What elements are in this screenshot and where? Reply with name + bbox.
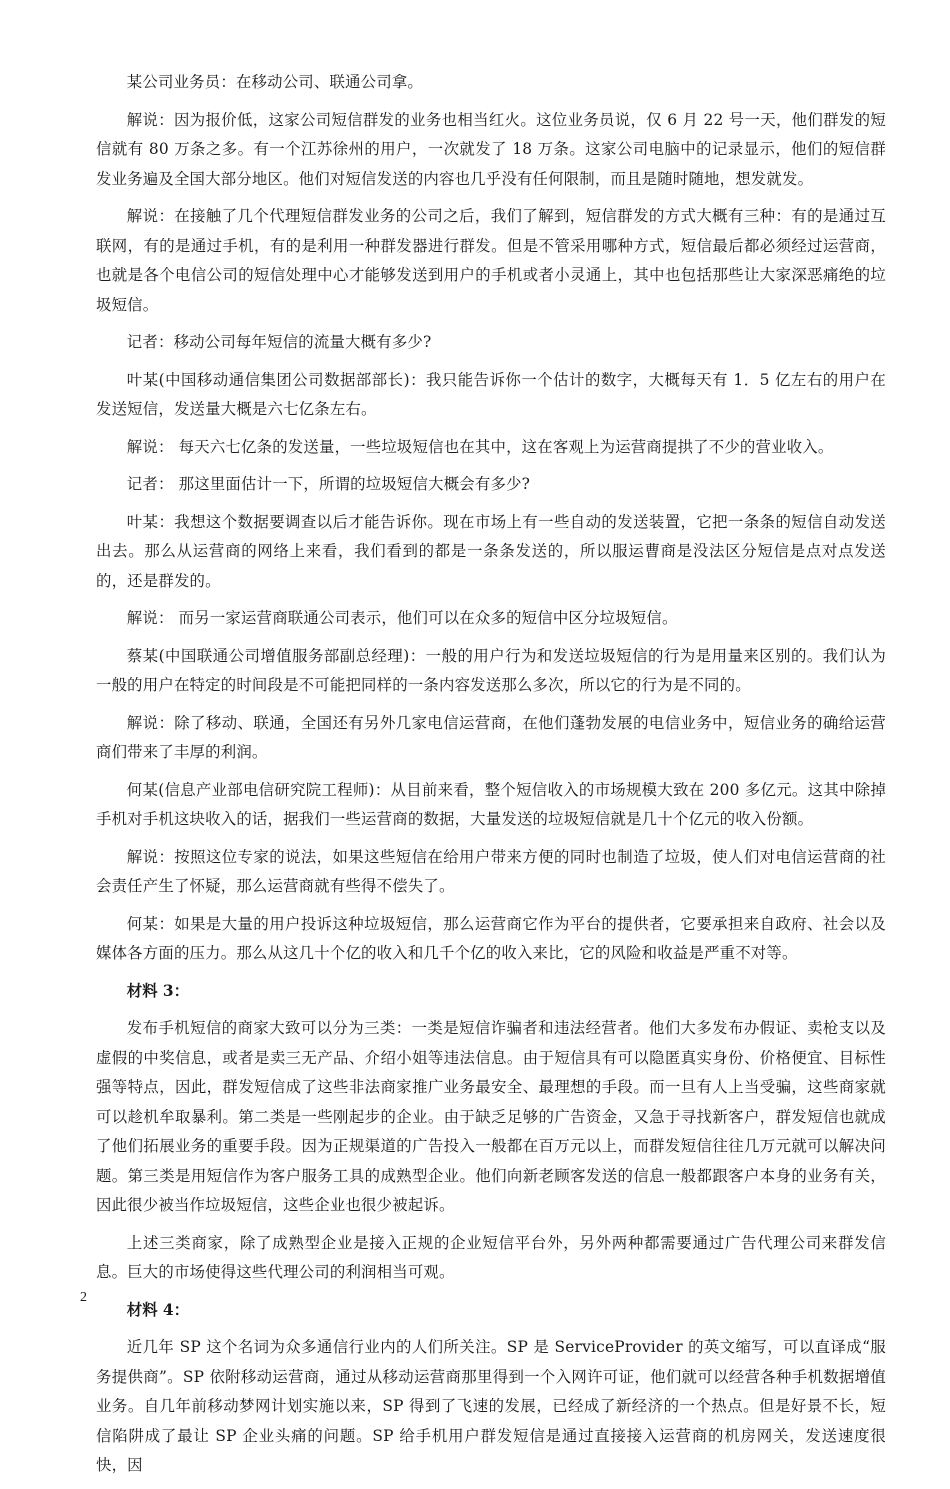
- paragraph: 叶某：我想这个数据要调查以后才能告诉你。现在市场上有一些自动的发送装置，它把一条条的短信自动发送出去。那么从运营商的网络上来看，我们看到的都是一条条发送的，所以服运曹商是没法区分短信是点对点发送的，还是群发的。: [96, 512, 886, 590]
- paragraph: 记者： 那这里面估计一下，所谓的垃圾短信大概会有多少?: [126, 475, 531, 493]
- paragraph: 解说： 而另一家运营商联通公司表示，他们可以在众多的短信中区分垃圾短信。: [126, 609, 678, 627]
- paragraph: 某公司业务员：在移动公司、联通公司拿。: [126, 73, 424, 91]
- paragraph: 何某(信息产业部电信研究院工程师)：从目前来看，整个短信收入的市场规模大致在 200 多亿元。这其中除掉手机对手机这块收入的话，据我们一些运营商的数据，大量发送的垃圾短信就是几十个亿元的收入份额。: [96, 780, 886, 828]
- paragraph: 发布手机短信的商家大致可以分为三类：一类是短信诈骗者和违法经营者。他们大多发布办假证、卖枪支以及虚假的中奖信息，或者是卖三无产品、介绍小姐等违法信息。由于短信具有可以隐匿真实身份、价格便宜、目标性强等特点，因此，群发短信成了这些非法商家推广业务最安全、最理想的手段。而一旦有人上当受骗，这些商家就可以趁机牟取暴利。第二类是一些刚起步的企业。由于缺乏足够的广告资金，又急于寻找新客户，群发短信也就成了他们拓展业务的重要手段。因为正规渠道的广告投入一般都在百万元以上，而群发短信往往几万元就可以解决问题。第三类是用短信作为客户服务工具的成熟型企业。他们向新老顾客发送的信息一般都跟客户本身的业务有关，因此很少被当作垃圾短信，这些企业也很少被起诉。: [96, 1019, 886, 1214]
- section-heading-material-3: 材料 3：: [126, 981, 190, 1000]
- paragraph: 解说：除了移动、联通，全国还有另外几家电信运营商，在他们蓬勃发展的电信业务中，短信业务的确给运营商们带来了丰厚的利润。: [96, 713, 886, 761]
- paragraph: 蔡某(中国联通公司增值服务部副总经理)：一般的用户行为和发送垃圾短信的行为是用量来区别的。我们认为一般的用户在特定的时间段是不可能把同样的一条内容发送那么多次，所以它的行为是不同的。: [96, 646, 886, 694]
- page-number: 2: [80, 1290, 87, 1305]
- paragraph: 解说：按照这位专家的说法，如果这些短信在给用户带来方便的同时也制造了垃圾，使人们对电信运营商的社会责任产生了怀疑，那么运营商就有些得不偿失了。: [96, 847, 886, 895]
- paragraph: 近几年 SP 这个名词为众多通信行业内的人们所关注。SP 是 ServiceProvider 的英文缩写，可以直译成“服务提供商”。SP 依附移动运营商，通过从移动运营商那里得到一个入网许可证，他们就可以经营各种手机数据增值业务。自几年前移动梦网计划实施以来，SP 得到了飞速的发展，已经成了新经济的一个热点。但是好景不长，短信陷阱成了最让 SP 企业头痛的问题。SP 给手机用户群发短信是通过直接接入运营商的机房网关，发送速度很快，因: [96, 1338, 886, 1474]
- paragraph: 何某：如果是大量的用户投诉这种垃圾短信，那么运营商它作为平台的提供者，它要承担来自政府、社会以及媒体各方面的压力。那么从这几十个亿的收入和几千个亿的收入来比，它的风险和收益是严重不对等。: [96, 914, 886, 962]
- paragraph: 解说：因为报价低，这家公司短信群发的业务也相当红火。这位业务员说，仅 6 月 22 号一天，他们群发的短信就有 80 万条之多。有一个江苏徐州的用户，一次就发了 18 万条。这家公司电脑中的记录显示，他们的短信群发业务遍及全国大部分地区。他们对短信发送的内容也几乎没有任何限制，而且是随时随地，想发就发。: [96, 110, 886, 188]
- paragraph: 解说： 每天六七亿条的发送量，一些垃圾短信也在其中，这在客观上为运营商提拱了不少的营业收入。: [126, 437, 834, 456]
- paragraph: 上述三类商家，除了成熟型企业是接入正规的企业短信平台外，另外两种都需要通过广告代理公司来群发信息。巨大的市场使得这些代理公司的利润相当可观。: [96, 1233, 886, 1281]
- section-heading-material-4: 材料 4：: [126, 1300, 190, 1319]
- paragraph: 解说：在接触了几个代理短信群发业务的公司之后，我们了解到，短信群发的方式大概有三种：有的是通过互联网，有的是通过手机，有的是利用一种群发器进行群发。但是不管采用哪种方式，短信最后都必须经过运营商，也就是各个电信公司的短信处理中心才能够发送到用户的手机或者小灵通上，其中也包括那些让大家深恶痛绝的垃圾短信。: [96, 207, 886, 314]
- paragraph: 叶某(中国移动通信集团公司数据部部长)：我只能告诉你一个估计的数字，大概每天有 1．5 亿左右的用户在发送短信，发送量大概是六七亿条左右。: [96, 370, 886, 418]
- paragraph: 记者：移动公司每年短信的流量大概有多少?: [126, 333, 432, 351]
- document-page: [96, 68, 886, 1489]
